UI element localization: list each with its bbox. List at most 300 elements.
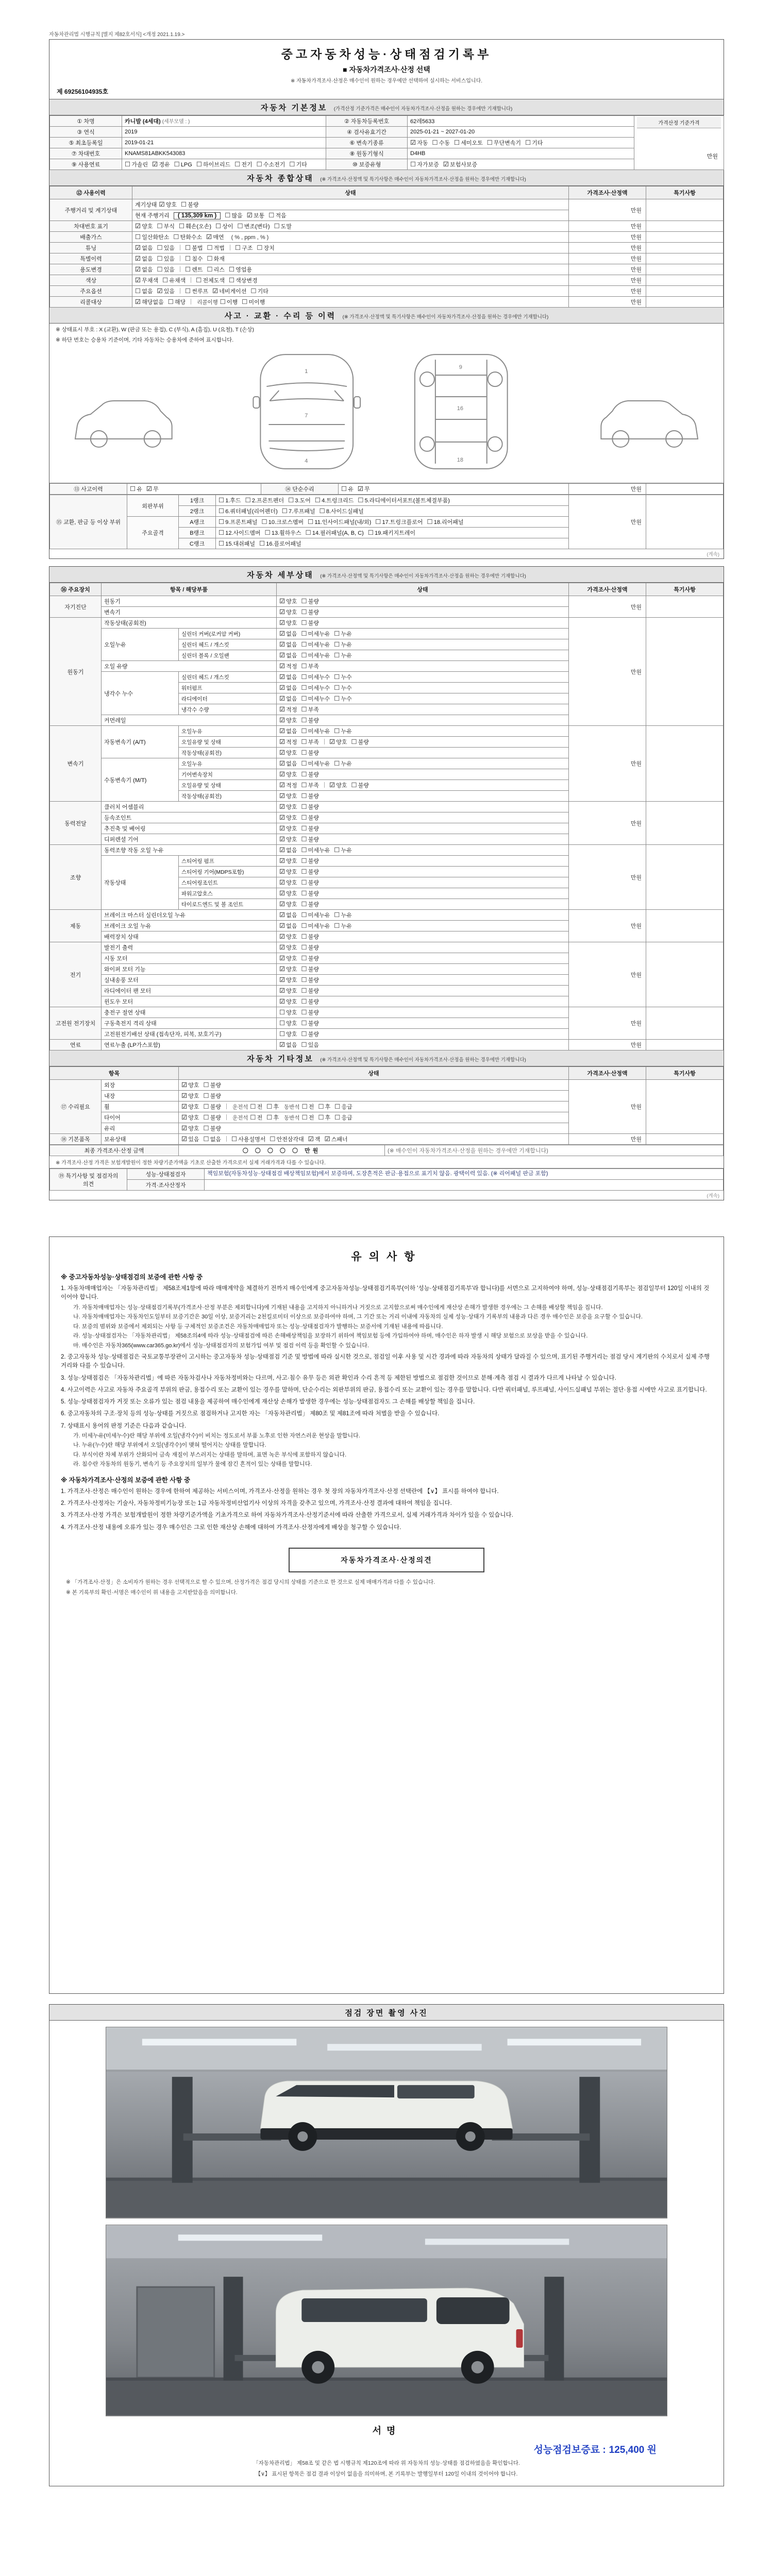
checkbox-option[interactable] — [279, 792, 297, 800]
checkbox-option[interactable] — [315, 496, 354, 504]
sub-item-label: 작동상태(공회전) — [179, 791, 277, 802]
checkbox-option[interactable] — [274, 222, 292, 230]
checkbox-option[interactable] — [279, 1030, 297, 1038]
option-label: LPG — [180, 162, 192, 168]
checkbox-option[interactable] — [318, 1103, 330, 1111]
checkbox-option[interactable] — [268, 211, 286, 219]
checkbox-option[interactable] — [358, 485, 370, 493]
checkbox-option[interactable] — [250, 1103, 262, 1111]
unchecked-checkbox-icon: ☐ — [334, 652, 340, 659]
checkbox-option[interactable] — [157, 255, 174, 263]
checkbox-option[interactable] — [279, 619, 297, 627]
checkbox-option[interactable] — [204, 1081, 221, 1089]
checkbox-option[interactable] — [351, 738, 368, 746]
checkbox-option[interactable] — [279, 781, 297, 789]
checkbox-option[interactable] — [279, 965, 297, 973]
checkbox-option[interactable] — [266, 1103, 279, 1111]
checkbox-option[interactable] — [181, 1092, 199, 1100]
checkbox-option[interactable] — [301, 900, 318, 908]
unchecked-checkbox-icon: ☐ — [279, 1030, 285, 1038]
checkbox-option[interactable] — [234, 160, 252, 168]
checkbox-option[interactable] — [325, 1135, 348, 1143]
checkbox-option[interactable] — [242, 298, 265, 306]
checkbox-option[interactable] — [219, 518, 258, 526]
checkbox-option[interactable] — [301, 814, 318, 822]
checkbox-option[interactable] — [454, 139, 483, 147]
checkbox-option[interactable] — [279, 954, 297, 962]
checkbox-option[interactable] — [301, 619, 318, 627]
checkbox-option[interactable] — [301, 684, 330, 692]
checkbox-option[interactable] — [308, 518, 371, 526]
option-label: 미세누유 — [308, 642, 330, 648]
plate-number-value: 62레5633 — [408, 116, 634, 127]
checkbox-option[interactable] — [334, 911, 351, 919]
checkbox-option[interactable] — [301, 1008, 318, 1016]
usage-label: 튜닝 — [50, 243, 132, 253]
checkbox-option[interactable] — [334, 684, 351, 692]
checkbox-option[interactable] — [301, 943, 318, 952]
checkbox-option[interactable] — [279, 749, 297, 757]
checkbox-option[interactable] — [301, 749, 318, 757]
option-label: 13.휠하우스 — [271, 530, 301, 536]
state-cell — [277, 1029, 569, 1040]
checkbox-option[interactable] — [279, 824, 297, 833]
option-label: 많음 — [231, 213, 243, 219]
checkbox-option[interactable] — [279, 922, 297, 930]
checkbox-option[interactable] — [130, 485, 142, 493]
checkbox-option[interactable] — [279, 640, 297, 649]
checkbox-option[interactable] — [358, 496, 449, 504]
checkbox-option[interactable] — [135, 222, 153, 230]
checkbox-option[interactable] — [301, 640, 330, 649]
checkbox-option[interactable] — [301, 868, 318, 876]
option-label: 불량 — [308, 718, 319, 724]
unchecked-checkbox-icon: ☐ — [219, 540, 225, 547]
checkbox-option[interactable] — [279, 1008, 297, 1016]
checkbox-option[interactable] — [351, 781, 368, 789]
checkbox-option[interactable] — [279, 684, 297, 692]
checkbox-option[interactable] — [301, 922, 330, 930]
notices-title: 유의사항 — [351, 1251, 422, 1263]
document-title: 중고자동차성능·상태점검기록부 — [281, 47, 492, 61]
checkbox-option[interactable] — [279, 814, 297, 822]
checkbox-option[interactable] — [279, 900, 297, 908]
checkbox-option[interactable] — [279, 943, 297, 952]
option-label: 8.사이드실패널 — [326, 509, 364, 515]
checkbox-option[interactable] — [334, 1103, 352, 1111]
checkbox-option[interactable] — [301, 770, 318, 778]
checkbox-option[interactable] — [279, 630, 297, 638]
checkbox-option[interactable] — [341, 485, 354, 493]
checkbox-option[interactable] — [301, 781, 318, 789]
checkbox-option[interactable] — [181, 1103, 199, 1111]
checkbox-option[interactable] — [279, 911, 297, 919]
unchecked-checkbox-icon: ☐ — [301, 922, 307, 929]
checkbox-option[interactable] — [301, 792, 318, 800]
checkbox-option[interactable] — [135, 255, 153, 263]
checkbox-option[interactable] — [301, 889, 318, 897]
notice-line: 3. 성능·상태점검은 「자동차관리법」에 따른 자동차검사나 자동차정비와는 다르며, 사고·침수 유무 등은 외관 확인과 수리 흔적 등 제한된 방법으로 점검한 것이므로 분해·계측 점검 시 결과가 다르게 나타날 수 있습니다. — [61, 1375, 616, 1381]
checkbox-option[interactable] — [301, 987, 318, 995]
checkbox-option[interactable] — [443, 160, 477, 168]
checkbox-option[interactable] — [279, 673, 297, 681]
sub-item-label: 라디에이터 — [179, 693, 277, 704]
checkbox-option[interactable] — [301, 1041, 318, 1049]
checkbox-option[interactable] — [247, 211, 264, 219]
checkbox-option[interactable] — [265, 529, 301, 537]
checkbox-option[interactable] — [225, 211, 242, 219]
checkbox-option[interactable] — [279, 878, 297, 887]
checkbox-option[interactable] — [279, 997, 297, 1006]
unchecked-checkbox-icon: ☐ — [301, 803, 307, 810]
checkbox-option[interactable] — [135, 233, 169, 241]
checkbox-option[interactable] — [334, 630, 351, 638]
checkbox-option[interactable] — [301, 976, 318, 984]
checkbox-option[interactable] — [301, 651, 330, 659]
price-cell: 만원 — [569, 243, 646, 253]
checkbox-option[interactable] — [301, 835, 318, 843]
state-cell — [277, 650, 569, 661]
checkbox-option[interactable] — [432, 139, 449, 147]
checkbox-option[interactable] — [301, 630, 330, 638]
checkbox-option[interactable] — [185, 244, 203, 252]
checkbox-option[interactable] — [181, 1135, 199, 1143]
checkbox-option[interactable] — [257, 244, 274, 252]
checkbox-option[interactable] — [173, 233, 202, 241]
column-header: 상태 — [179, 1067, 569, 1080]
option-label: 양호 — [286, 977, 297, 984]
checkbox-option[interactable] — [320, 507, 364, 515]
checked-checkbox-icon: ☑ — [279, 868, 285, 875]
checkbox-option[interactable] — [279, 933, 297, 941]
option-label: 렌트 — [192, 267, 203, 273]
checkbox-option[interactable] — [279, 694, 297, 703]
checkbox-option[interactable] — [308, 1135, 321, 1143]
checkbox-option[interactable] — [282, 507, 315, 515]
checkbox-option[interactable] — [174, 160, 192, 168]
state-cell — [277, 726, 569, 737]
remarks-table — [49, 1168, 724, 1191]
device-group-label: 연료 — [50, 1040, 102, 1050]
checkbox-option[interactable] — [219, 496, 241, 504]
checkbox-option[interactable] — [135, 244, 153, 252]
checkbox-option[interactable] — [334, 846, 351, 854]
checkbox-option[interactable] — [219, 507, 278, 515]
checkbox-option[interactable] — [279, 846, 297, 854]
checkbox-option[interactable] — [259, 539, 301, 548]
checkbox-option[interactable] — [135, 298, 164, 306]
checkbox-option[interactable] — [266, 1113, 279, 1122]
device-group-label: 자기진단 — [50, 596, 102, 618]
checkbox-option[interactable] — [220, 298, 238, 306]
checkbox-option[interactable] — [301, 878, 318, 887]
checkbox-option[interactable] — [301, 997, 318, 1006]
checkbox-option[interactable] — [279, 1041, 297, 1049]
item-label: 내장 — [102, 1091, 179, 1101]
checkbox-option[interactable] — [279, 597, 297, 605]
option-label: 양호 — [286, 1031, 297, 1038]
checkbox-option[interactable] — [185, 287, 208, 295]
checkbox-option[interactable] — [289, 160, 307, 168]
checkbox-option[interactable] — [279, 738, 297, 746]
option-label: 세미오토 — [461, 140, 483, 146]
option-label: 유 — [348, 486, 354, 493]
checkbox-option[interactable] — [279, 716, 297, 724]
checkbox-option[interactable] — [301, 824, 318, 833]
checkbox-option[interactable] — [215, 222, 233, 230]
checkbox-option[interactable] — [196, 276, 225, 284]
panel-damage-table — [49, 495, 724, 549]
checkbox-option[interactable] — [301, 803, 318, 811]
checkbox-option[interactable] — [125, 160, 148, 168]
checkbox-option[interactable] — [157, 287, 174, 295]
checkbox-option[interactable] — [270, 1135, 304, 1143]
checkbox-option[interactable] — [279, 889, 297, 897]
sub-item-label: 스티어링조인트 — [179, 877, 277, 888]
svg-text:18: 18 — [457, 456, 463, 463]
checkbox-option[interactable] — [257, 160, 285, 168]
checkbox-option[interactable] — [301, 738, 318, 746]
checkbox-option[interactable] — [235, 244, 253, 252]
option-label: 누유 — [341, 728, 352, 735]
checkbox-option[interactable] — [306, 529, 364, 537]
checkbox-option[interactable] — [301, 857, 318, 865]
price-cell: 만원 — [569, 802, 646, 845]
checkbox-option[interactable] — [162, 276, 186, 284]
checkbox-option[interactable] — [229, 276, 258, 284]
checkbox-option[interactable] — [334, 1113, 352, 1122]
checkbox-option[interactable] — [279, 651, 297, 659]
checkbox-option[interactable] — [279, 835, 297, 843]
checkbox-option[interactable] — [279, 987, 297, 995]
section-note: (※ 가격조사·산정액 및 특기사항은 매수인이 자동차가격조사·산정을 원하는 경우에만 기재합니다) — [342, 314, 549, 320]
item-label: 외장 — [102, 1080, 179, 1091]
checkbox-option[interactable] — [204, 1103, 221, 1111]
checkbox-option[interactable] — [301, 716, 318, 724]
option-label: 18.리어패널 — [433, 519, 464, 526]
checkbox-option[interactable] — [262, 518, 304, 526]
divider — [226, 1114, 227, 1120]
checkbox-option[interactable] — [301, 911, 330, 919]
checkbox-option[interactable] — [279, 976, 297, 984]
checkbox-option[interactable] — [204, 1135, 221, 1143]
unchecked-checkbox-icon: ☐ — [301, 663, 307, 670]
item-label: 추진축 및 베어링 — [102, 823, 277, 834]
checkbox-option[interactable] — [204, 1124, 221, 1132]
checkbox-option[interactable] — [301, 1030, 318, 1038]
appraiser-remarks-text — [205, 1180, 724, 1191]
table-row — [50, 127, 724, 138]
checkbox-option[interactable] — [301, 1019, 318, 1027]
checkbox-option[interactable] — [196, 160, 230, 168]
unchecked-checkbox-icon: ☐ — [301, 695, 307, 702]
option-label: 양호 — [286, 826, 297, 832]
panel-rank-label: 2랭크 — [179, 506, 216, 517]
checkbox-option[interactable] — [334, 640, 351, 649]
checkbox-option[interactable] — [207, 265, 224, 274]
checkbox-option[interactable] — [206, 233, 224, 241]
checkbox-option[interactable] — [185, 265, 203, 274]
state-cell — [277, 867, 569, 877]
checkbox-option[interactable] — [168, 298, 186, 306]
checkbox-option[interactable] — [207, 255, 224, 263]
checkbox-option[interactable] — [279, 770, 297, 778]
checkbox-option[interactable] — [334, 759, 351, 768]
note-cell — [646, 802, 724, 845]
unchecked-checkbox-icon: ☐ — [162, 277, 169, 284]
checkbox-option[interactable] — [157, 244, 174, 252]
table-row — [50, 243, 724, 253]
checkbox-option[interactable] — [301, 933, 318, 941]
checkbox-option[interactable] — [334, 651, 351, 659]
simple-repair-options — [339, 484, 569, 495]
checkbox-option[interactable] — [279, 1019, 297, 1027]
checkbox-option[interactable] — [302, 1113, 314, 1122]
checkbox-option[interactable] — [250, 1113, 262, 1122]
checkbox-option[interactable] — [219, 529, 261, 537]
checked-checkbox-icon: ☑ — [135, 255, 141, 262]
checkbox-option[interactable] — [219, 539, 255, 548]
checkbox-option[interactable] — [250, 287, 268, 295]
checkbox-option[interactable] — [487, 139, 521, 147]
checkbox-option[interactable] — [301, 965, 318, 973]
field-label: ⑧ 원동기형식 — [326, 148, 408, 159]
option-label: 누유 — [341, 923, 352, 929]
checkbox-option[interactable] — [318, 1113, 330, 1122]
checkbox-option[interactable] — [238, 222, 270, 230]
checkbox-option[interactable] — [334, 673, 351, 681]
option-label: 불량 — [308, 815, 319, 821]
checkbox-option[interactable] — [375, 518, 423, 526]
option-label: 안전삼각대 — [276, 1137, 304, 1143]
checkbox-option[interactable] — [204, 1092, 221, 1100]
option-label: 양호 — [286, 869, 297, 875]
checkbox-option[interactable] — [302, 1103, 314, 1111]
item-label: 충전구 절연 상태 — [102, 1007, 277, 1018]
checkbox-option[interactable] — [152, 160, 170, 168]
unchecked-checkbox-icon: ☐ — [135, 287, 141, 295]
note-cell — [646, 199, 724, 221]
option-label: 누수 — [341, 696, 352, 702]
checked-checkbox-icon: ☑ — [443, 161, 449, 168]
note-cell — [646, 618, 724, 726]
diagram-note: ※ 하단 번호는 승용차 기준이며, 기타 자동차는 승용차에 준하여 표시합니다. — [56, 337, 234, 343]
checkbox-option[interactable] — [135, 276, 158, 284]
checkbox-option[interactable] — [212, 287, 246, 295]
checkbox-option[interactable] — [279, 759, 297, 768]
item-label: 오일누유 — [102, 629, 179, 661]
unchecked-checkbox-icon: ☐ — [256, 161, 262, 168]
checkbox-option[interactable] — [329, 738, 347, 746]
checkbox-option[interactable] — [146, 485, 159, 493]
option-label: 양호 — [188, 1093, 199, 1099]
checkbox-option[interactable] — [135, 287, 153, 295]
checkbox-option[interactable] — [207, 244, 224, 252]
panel-category-label: 주요골격 — [127, 517, 179, 549]
checkbox-option[interactable] — [279, 705, 297, 714]
checkbox-option[interactable] — [301, 705, 318, 714]
unchecked-checkbox-icon: ☐ — [301, 836, 307, 843]
item-label: 실내송풍 모터 — [102, 975, 277, 986]
checkbox-option[interactable] — [301, 694, 330, 703]
note-cell — [646, 726, 724, 802]
signature-note: 【∨】 표시된 항목은 점검 결과 이상이 없음을 의미하며, 본 기록부는 발행일부터 120일 이내의 것이어야 합니다. — [255, 2471, 518, 2477]
checkbox-option[interactable] — [301, 727, 330, 735]
checked-checkbox-icon: ☑ — [279, 836, 285, 843]
checkbox-option[interactable] — [181, 200, 198, 209]
checkbox-option[interactable] — [179, 222, 211, 230]
note-cell — [646, 942, 724, 1007]
checkbox-option[interactable] — [288, 496, 311, 504]
checkbox-option[interactable] — [279, 857, 297, 865]
unchecked-checkbox-icon: ☐ — [427, 518, 433, 526]
checkbox-option[interactable] — [279, 803, 297, 811]
checkbox-option[interactable] — [181, 1113, 199, 1122]
checkbox-option[interactable] — [279, 662, 297, 670]
checkbox-option[interactable] — [301, 846, 330, 854]
notice-line: ※ 자동차가격조사·산정의 보증에 관한 사항 중 — [61, 1476, 191, 1484]
option-label: 누유 — [341, 631, 352, 637]
checkbox-option[interactable] — [159, 200, 177, 209]
checkbox-option[interactable] — [231, 1135, 265, 1143]
checkbox-option[interactable] — [427, 518, 464, 526]
checkbox-option[interactable] — [301, 954, 318, 962]
checkbox-option[interactable] — [279, 727, 297, 735]
checkbox-option[interactable] — [204, 1113, 221, 1122]
checkbox-option[interactable] — [410, 139, 428, 147]
unchecked-checkbox-icon: ☐ — [525, 139, 531, 146]
note-cell — [646, 495, 724, 549]
price-appraisal-select-checkbox[interactable]: ■ 자동차가격조사·산정 선택 — [343, 65, 430, 74]
state-cell — [179, 1123, 569, 1134]
checkbox-option[interactable] — [185, 255, 203, 263]
option-label: 없음 — [142, 289, 153, 295]
note-cell — [646, 484, 724, 495]
checkbox-option[interactable] — [157, 265, 174, 274]
checkbox-option[interactable] — [334, 727, 351, 735]
checkbox-option[interactable] — [157, 222, 174, 230]
checkbox-option[interactable] — [301, 673, 330, 681]
checkbox-option[interactable] — [301, 662, 318, 670]
checkbox-option[interactable] — [229, 265, 252, 274]
sub-item-label: 작동상태(공회전) — [179, 748, 277, 758]
option-label: 12.사이드멤버 — [225, 530, 261, 536]
checkbox-option[interactable] — [181, 1124, 199, 1132]
checkbox-option[interactable] — [301, 608, 318, 616]
checkbox-option[interactable] — [525, 139, 543, 147]
checkbox-option[interactable] — [181, 1081, 199, 1089]
device-group-label: 전기 — [50, 942, 102, 1007]
panel-options-cell — [216, 538, 569, 549]
checkbox-option[interactable] — [334, 922, 351, 930]
checkbox-option[interactable] — [135, 265, 153, 274]
checkbox-option[interactable] — [368, 529, 415, 537]
checkbox-option[interactable] — [301, 597, 318, 605]
item-label: 수동변속기 (M/T) — [102, 758, 179, 802]
checkbox-option[interactable] — [301, 759, 330, 768]
checkbox-option[interactable] — [334, 694, 351, 703]
checkbox-option[interactable] — [279, 608, 297, 616]
checkbox-option[interactable] — [410, 160, 439, 168]
checked-checkbox-icon: ☑ — [279, 901, 285, 908]
checkbox-option[interactable] — [279, 868, 297, 876]
checkbox-option[interactable] — [245, 496, 284, 504]
unchecked-checkbox-icon: ☐ — [301, 944, 307, 951]
checkbox-option[interactable] — [329, 781, 347, 789]
table-row — [50, 138, 724, 148]
usage-label: 차대번호 표기 — [50, 221, 132, 232]
option-label: 기타 — [257, 289, 268, 295]
